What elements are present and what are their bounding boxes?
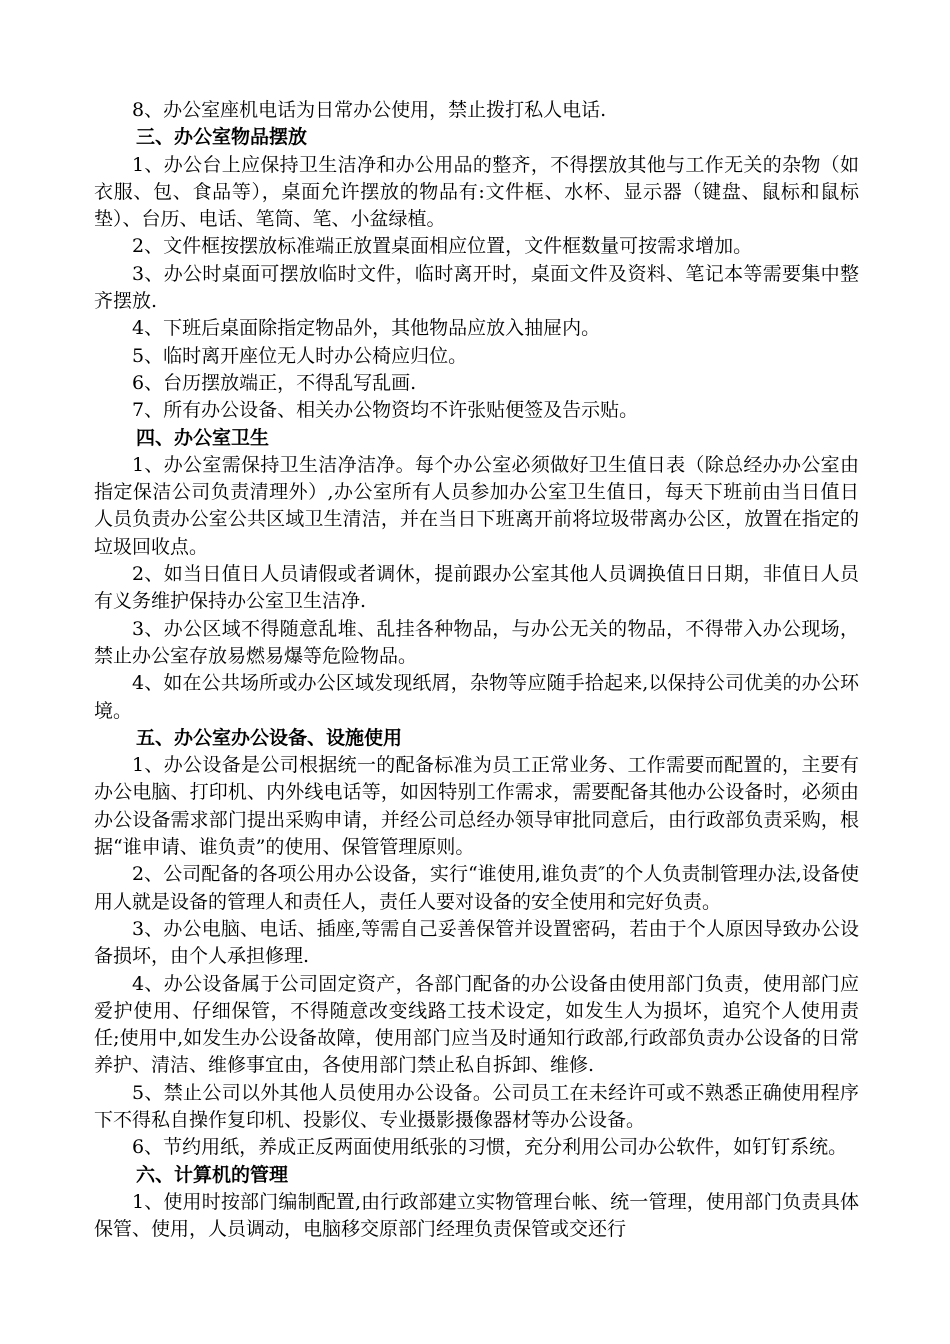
paragraph-placement-4: 4、下班后桌面除指定物品外，其他物品应放入抽屉内。	[132, 317, 601, 340]
section-heading-computer-management: 六、计算机的管理	[136, 1163, 289, 1186]
paragraph-equipment-5: 5、禁止公司以外其他人员使用办公设备。公司员工在未经许可或不熟悉正确使用程序下不得私自操作复印机、投影仪、专业摄影摄像器材等办公设备。	[94, 1081, 859, 1131]
paragraph-computer-1: 1、使用时按部门编制配置,由行政部建立实物管理台帐、统一管理，使用部门负责具体保管、使用，人员调动，电脑移交原部门经理负责保管或交还行	[94, 1190, 859, 1241]
paragraph-equipment-1: 1、办公设备是公司根据统一的配备标准为员工正常业务、工作需要而配置的，主要有办公电脑、打印机、内外线电话等，如因特别工作需求，需要配备其他办公设备时，必须由办公设备需求部门提出采购申请，并经公司总经办领导审批同意后，由行政部负责采购，根据“谁申请、谁负责”的使用、保管管理原则。	[94, 754, 859, 859]
paragraph-placement-1: 1、办公台上应保持卫生洁净和办公用品的整齐，不得摆放其他与工作无关的杂物（如衣服、包、食品等），桌面允许摆放的物品有:文件框、水杯、显示器（键盘、鼠标和鼠标垫）、台历、电话、笔筒、笔、小盆绿植。	[94, 153, 859, 231]
paragraph-equipment-4: 4、办公设备属于公司固定资产，各部门配备的办公设备由使用部门负责，使用部门应爱护使用、仔细保管，不得随意改变线路工技术设定，如发生人为损坏，追究个人使用责任;使用中,如发生办公设备故障，使用部门应当及时通知行政部,行政部负责办公设备的日常养护、清洁、维修事宜由，各使用部门禁止私自拆卸、维修.	[94, 972, 859, 1077]
section-heading-hygiene: 四、办公室卫生	[136, 426, 270, 449]
paragraph-equipment-6: 6、节约用纸，养成正反两面使用纸张的习惯，充分利用公司办公软件，如钉钉系统。	[132, 1136, 848, 1159]
paragraph-hygiene-1: 1、办公室需保持卫生洁净洁净。每个办公室必须做好卫生值日表（除总经办办公室由指定保洁公司负责清理外）,办公室所有人员参加办公室卫生值日，每天下班前由当日值日人员负责办公室公共区域卫生清洁，并在当日下班离开前将垃圾带离办公区，放置在指定的垃圾回收点。	[94, 453, 859, 558]
document-body	[94, 97, 859, 1243]
paragraph-placement-7: 7、所有办公设备、相关办公物资均不许张贴便签及告示贴。	[132, 399, 639, 422]
paragraph-equipment-3: 3、办公电脑、电话、插座,等需自己妥善保管并设置密码，若由于个人原因导致办公设备损坏，由个人承担修理.	[94, 917, 859, 968]
paragraph-placement-2: 2、文件框按摆放标准端正放置桌面相应位置，文件框数量可按需求增加。	[132, 235, 753, 258]
paragraph-placement-3: 3、办公时桌面可摆放临时文件，临时离开时，桌面文件及资料、笔记本等需要集中整齐摆放.	[94, 262, 859, 313]
paragraph-hygiene-4: 4、如在公共场所或办公区域发现纸屑，杂物等应随手拾起来,以保持公司优美的办公环境。	[94, 672, 859, 722]
paragraph-placement-5: 5、临时离开座位无人时办公椅应归位。	[132, 344, 468, 367]
paragraph-placement-6: 6、台历摆放端正，不得乱写乱画.	[132, 371, 417, 394]
paragraph-hygiene-2: 2、如当日值日人员请假或者调休，提前跟办公室其他人员调换值日日期，非值日人员有义务维护保持办公室卫生洁净.	[94, 563, 859, 613]
paragraph-phone-rule: 8、办公室座机电话为日常办公使用，禁止拨打私人电话.	[132, 99, 607, 121]
section-heading-item-placement: 三、办公室物品摆放	[136, 126, 308, 149]
paragraph-hygiene-3: 3、办公区域不得随意乱堆、乱挂各种物品，与办公无关的物品，不得带入办公现场，禁止办公室存放易燃易爆等危险物品。	[94, 617, 859, 667]
paragraph-equipment-2: 2、公司配备的各项公用办公设备，实行“谁使用,谁负责″的个人负责制管理办法,设备使用人就是设备的管理人和责任人，责任人要对设备的安全使用和完好负责。	[94, 863, 859, 913]
section-heading-equipment: 五、办公室办公设备、设施使用	[136, 726, 403, 749]
